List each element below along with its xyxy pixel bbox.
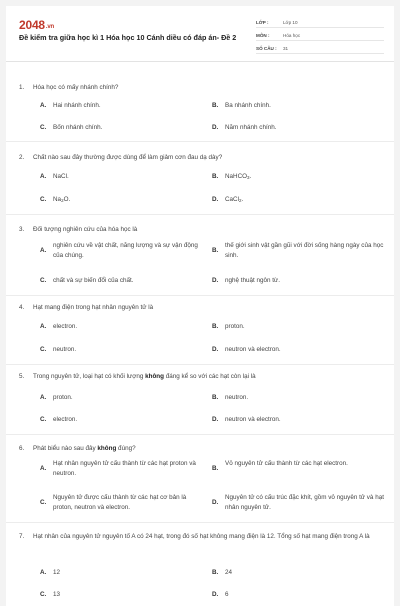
- option-b[interactable]: B. NaHCO$_3$.: [212, 173, 252, 180]
- option-b[interactable]: B. Vỏ nguyên tử cấu thành từ các hạt electron.: [212, 460, 348, 472]
- option-c[interactable]: C. $Na_2O$.: [40, 196, 71, 203]
- divider: [6, 295, 394, 296]
- question-number: 4.: [19, 304, 25, 311]
- divider: [6, 522, 394, 523]
- option-a[interactable]: A. nghiên cứu về vật chất, năng lượng và sự vận động của chúng.: [40, 242, 198, 259]
- question-number: 2.: [19, 154, 25, 161]
- meta-class-label: LỚP :: [256, 20, 269, 25]
- question-stem: Đối tượng nghiên cứu của hóa học là: [33, 226, 138, 233]
- meta-subject: [256, 30, 384, 41]
- question-stem: Hạt mang điện trong hạt nhân nguyên tử là: [33, 304, 154, 311]
- question-stem: Trong nguyên tử, loại hạt có khối lượng không đáng kể so với các hạt còn lại là: [33, 373, 256, 380]
- option-a[interactable]: A. Hai nhánh chính.: [40, 102, 101, 109]
- question-stem: Chất nào sau đây thường được dùng để làm giảm cơn đau dạ dày?: [33, 154, 223, 161]
- option-a[interactable]: A. electron.: [40, 323, 78, 330]
- question-number: 5.: [19, 373, 25, 380]
- option-d[interactable]: D. 6: [212, 591, 229, 598]
- exam-title: Đề kiểm tra giữa học kì 1 Hóa học 10 Cánh diều có đáp án- Đề 2: [19, 33, 237, 42]
- meta-count-value: 31: [283, 46, 289, 51]
- option-c[interactable]: C. Nguyên tử được cấu thành từ các hạt cơ bản là proton, neutron và electron.: [40, 494, 187, 511]
- option-d[interactable]: D. neutron và electron.: [212, 416, 281, 423]
- option-d[interactable]: D. nghệ thuật ngôn từ.: [212, 277, 280, 284]
- option-a[interactable]: A. 12: [40, 569, 61, 576]
- question-stem: Hạt nhân của nguyên tử nguyên tố A có 24 hạt, trong đó số hạt không mang điện là 12. Tổng số hạt mang điện trong A là: [33, 533, 370, 540]
- question-number: 3.: [19, 226, 25, 233]
- question-number: 7.: [19, 533, 25, 540]
- question-number: 6.: [19, 445, 25, 452]
- option-b[interactable]: B. neutron.: [212, 394, 249, 401]
- option-a[interactable]: A. proton.: [40, 394, 73, 401]
- meta-class: [256, 17, 384, 28]
- option-c[interactable]: C. Bốn nhánh chính.: [40, 124, 103, 131]
- meta-subject-value: Hóa học: [283, 33, 301, 38]
- question-number: 1.: [19, 84, 25, 91]
- divider: [6, 364, 394, 365]
- divider: [6, 141, 394, 142]
- meta-count-label: SỐ CÂU :: [256, 46, 277, 51]
- meta-subject-label: MÔN :: [256, 33, 270, 38]
- option-c[interactable]: C. 13: [40, 591, 61, 598]
- option-a[interactable]: A. Hạt nhân nguyên tử cấu thành từ các hạt proton và neutron.: [40, 460, 196, 477]
- option-a[interactable]: A. NaCl.: [40, 173, 69, 180]
- exam-header: [6, 6, 394, 62]
- exam-meta: [256, 17, 384, 56]
- option-d[interactable]: D. Năm nhánh chính.: [212, 124, 277, 131]
- option-d[interactable]: D. CaCl$_2$.: [212, 196, 244, 203]
- question-stem: Phát biểu nào sau đây không đúng?: [33, 445, 136, 452]
- option-b[interactable]: B. 24: [212, 569, 233, 576]
- option-d[interactable]: D. Nguyên tử có cấu trúc đặc khít, gồm vỏ nguyên tử và hạt nhân nguyên tử.: [212, 494, 384, 511]
- option-c[interactable]: C. neutron.: [40, 346, 77, 353]
- option-d[interactable]: D. neutron và electron.: [212, 346, 281, 353]
- question-stem: Hóa học có mấy nhánh chính?: [33, 84, 119, 91]
- meta-class-value: Lớp 10: [283, 20, 298, 25]
- site-logo[interactable]: 2048.vn: [19, 18, 54, 32]
- exam-page: [6, 6, 394, 606]
- divider: [6, 214, 394, 215]
- meta-count: [256, 43, 384, 54]
- option-b[interactable]: B. proton.: [212, 323, 245, 330]
- option-b[interactable]: B. Ba nhánh chính.: [212, 102, 271, 109]
- divider: [6, 434, 394, 435]
- option-c[interactable]: C. electron.: [40, 416, 78, 423]
- option-b[interactable]: B. thế giới sinh vật gần gũi với đời sống hàng ngày của học sinh.: [212, 242, 384, 259]
- option-c[interactable]: C. chất và sự biến đổi của chất.: [40, 277, 134, 284]
